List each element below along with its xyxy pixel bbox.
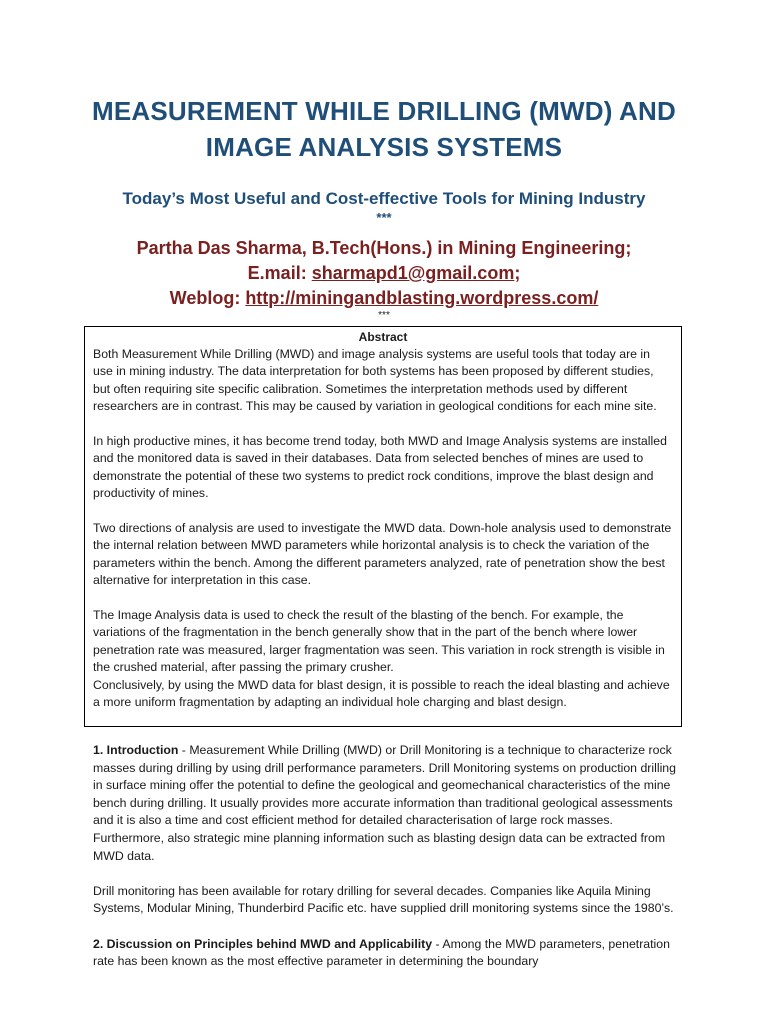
email-label: E.mail: [247, 263, 312, 283]
discussion-text: - Among the MWD parameters, penetration rate has been known as the most effective parameter in determining the boundary [93, 936, 670, 969]
title-line-2: IMAGE ANALYSIS SYSTEMS [205, 132, 563, 162]
paper-title [60, 93, 708, 165]
abstract-paragraph-3: Two directions of analysis are used to investigate the MWD data. Down-hole analysis used to demonstrate the internal relation between MWD parameters while horizontal analysis is to check the variation of the parameters within the bench. Among the different parameters analyzed, rate of penetration show the best alternative for interpretation in this case. [93, 521, 672, 588]
author-weblog-line [40, 286, 728, 311]
title-line-1: MEASUREMENT WHILE DRILLING (MWD) AND [92, 96, 676, 126]
abstract-box [84, 326, 682, 727]
abstract-paragraph-1: Both Measurement While Drilling (MWD) and image analysis systems are useful tools that today are in use in mining industry. The data interpretation for both systems has been proposed by different studies, but often requiring site specific calibration. Sometimes the interpretation methods used by different researchers are in contrast. This may be caused by variation in geological conditions for each mine site. [93, 347, 657, 414]
abstract-paragraph-5: Conclusively, by using the MWD data for blast design, it is possible to reach the ideal blasting and achieve a more uniform fragmentation by adapting an individual hole charging and blast design. [93, 677, 670, 710]
abstract-heading: Abstract [358, 330, 408, 344]
author-name: Partha Das Sharma, B.Tech(Hons.) in Mining Engineering; [136, 238, 632, 258]
email-link[interactable]: sharmapd1@gmail.com [311, 263, 515, 283]
weblog-link[interactable]: http://miningandblasting.wordpress.com/ [245, 288, 599, 308]
discussion-heading: 2. Discussion on Principles behind MWD and Applicability [93, 936, 433, 951]
email-suffix: ; [514, 263, 521, 283]
introduction-text: - Measurement While Drilling (MWD) or Drill Monitoring is a technique to characterize rock masses during drilling by using drill performance parameters. Drill Monitoring systems on production drilling in surface mining offer the potential to define the geological and geomechanical characteristics of the mine bench during drilling. It usually provides more accurate information than traditional geological assessments and it is also a time and cost efficient method for detailed characterisation of large rock masses. Furthermore, also strategic mine planning information such as blasting design data can be extracted from MWD data. [93, 743, 676, 863]
discussion-paragraph [93, 936, 683, 971]
separator-stars-small: *** [378, 310, 390, 321]
separator-stars: *** [376, 210, 392, 225]
abstract-paragraph-4: The Image Analysis data is used to check the result of the blasting of the bench. For example, the variations of the fragmentation in the bench generally show that in the part of the bench where lower penetration rate was measured, larger fragmentation was seen. This variation in rock strength is visible in the crushed material, after passing the primary crusher. [93, 608, 665, 675]
introduction-heading: 1. Introduction [93, 743, 179, 757]
weblog-label: Weblog: [169, 288, 246, 308]
body-text [93, 742, 683, 971]
author-block [40, 236, 728, 311]
introduction-paragraph-2: Drill monitoring has been available for rotary drilling for several decades. Companies like Aquila Mining Systems, Modular Mining, Thunderbird Pacific etc. have supplied drill monitoring systems since the 1980’s. [93, 883, 674, 916]
abstract-paragraph-2: In high productive mines, it has become trend today, both MWD and Image Analysis systems are installed and the monitored data is saved in their databases. Data from selected benches of mines are used to demonstrate the potential of these two systems to predict rock conditions, improve the blast design and productivity of mines. [93, 434, 667, 501]
introduction-paragraph [93, 742, 683, 865]
author-email-line [40, 261, 728, 286]
paper-subtitle: Today’s Most Useful and Cost-effective Tools for Mining Industry [122, 189, 646, 208]
